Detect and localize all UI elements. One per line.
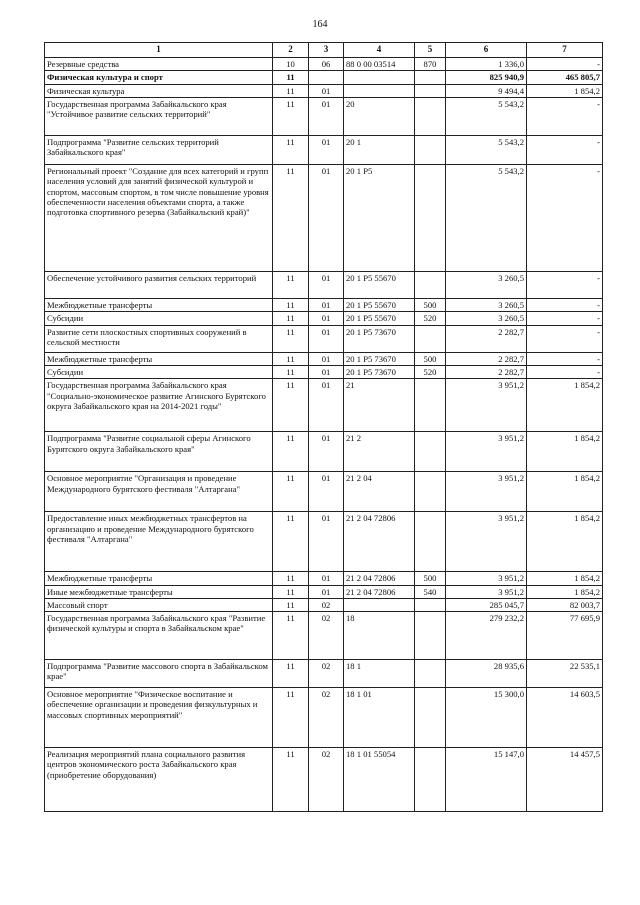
- row-name-cell: Государственная программа Забайкальского края "Развитие физической культуры и спорта в Забайкальском крае": [45, 612, 273, 660]
- amount-col6-cell: 5 543,2: [446, 164, 527, 271]
- page-number: 164: [312, 19, 328, 30]
- subsection-code-cell: 01: [309, 512, 344, 572]
- amount-col7-cell: 1 854,2: [527, 585, 603, 598]
- amount-col6-cell: 2 282,7: [446, 325, 527, 352]
- expense-type-cell: [415, 164, 446, 271]
- table-row: [45, 660, 603, 688]
- expense-type-cell: [415, 71, 446, 84]
- table-row: [45, 612, 603, 660]
- expense-type-cell: 520: [415, 365, 446, 378]
- table-row: [45, 379, 603, 432]
- expense-type-cell: [415, 84, 446, 97]
- amount-col6-cell: 3 951,2: [446, 432, 527, 472]
- amount-col6-cell: 15 300,0: [446, 688, 527, 748]
- section-code-cell: 11: [273, 325, 309, 352]
- expense-type-cell: [415, 432, 446, 472]
- target-article-cell: 20 1 P5 55670: [344, 298, 415, 311]
- target-article-cell: 21 2 04 72806: [344, 585, 415, 598]
- amount-col7-cell: -: [527, 312, 603, 325]
- amount-col7-cell: 1 854,2: [527, 432, 603, 472]
- subsection-code-cell: 01: [309, 379, 344, 432]
- table-body: [45, 58, 603, 812]
- amount-col7-cell: 82 003,7: [527, 598, 603, 611]
- section-code-cell: 11: [273, 748, 309, 812]
- section-code-cell: 11: [273, 97, 309, 135]
- amount-col7-cell: 22 535,1: [527, 660, 603, 688]
- amount-col7-cell: 465 805,7: [527, 71, 603, 84]
- target-article-cell: 18 1 01: [344, 688, 415, 748]
- amount-col6-cell: 15 147,0: [446, 748, 527, 812]
- row-name-cell: Развитие сети плоскостных спортивных сооружений в сельской местности: [45, 325, 273, 352]
- amount-col7-cell: 1 854,2: [527, 572, 603, 585]
- table-row: [45, 598, 603, 611]
- amount-col7-cell: -: [527, 135, 603, 164]
- target-article-cell: 20 1 P5: [344, 164, 415, 271]
- subsection-code-cell: 02: [309, 612, 344, 660]
- amount-col6-cell: 9 494,4: [446, 84, 527, 97]
- subsection-code-cell: 01: [309, 325, 344, 352]
- amount-col6-cell: 3 260,5: [446, 298, 527, 311]
- row-name-cell: Основное мероприятие "Физическое воспитание и обеспечение организации и проведения физкультурных и массовых спортивных мероприятий": [45, 688, 273, 748]
- row-name-cell: Межбюджетные трансферты: [45, 298, 273, 311]
- row-name-cell: Подпрограмма "Развитие социальной сферы Агинского Бурятского округа Забайкальского края": [45, 432, 273, 472]
- row-name-cell: Массовый спорт: [45, 598, 273, 611]
- expense-type-cell: [415, 97, 446, 135]
- subsection-code-cell: 01: [309, 432, 344, 472]
- section-code-cell: 11: [273, 352, 309, 365]
- row-name-cell: Реализация мероприятий плана социального развития центров экономического роста Забайкальского края (приобретение оборудования): [45, 748, 273, 812]
- amount-col7-cell: -: [527, 365, 603, 378]
- amount-col7-cell: -: [527, 58, 603, 71]
- table-row: [45, 71, 603, 84]
- table-row: [45, 325, 603, 352]
- target-article-cell: [344, 71, 415, 84]
- target-article-cell: 21 2 04: [344, 472, 415, 512]
- subsection-code-cell: 01: [309, 135, 344, 164]
- amount-col6-cell: 3 260,5: [446, 312, 527, 325]
- row-name-cell: Иные межбюджетные трансферты: [45, 585, 273, 598]
- table-row: [45, 164, 603, 271]
- target-article-cell: [344, 84, 415, 97]
- row-name-cell: Государственная программа Забайкальского края "Социально-экономическое развитие Агинского Бурятского округа Забайкальского края на 2014-2021 годы": [45, 379, 273, 432]
- subsection-code-cell: 02: [309, 688, 344, 748]
- subsection-code-cell: 01: [309, 298, 344, 311]
- row-name-cell: Предоставление иных межбюджетных трансфертов на организацию и проведение Международного бурятского фестиваля "Алтаргана": [45, 512, 273, 572]
- target-article-cell: 18 1: [344, 660, 415, 688]
- table-header: [45, 43, 603, 58]
- target-article-cell: 20 1 P5 73670: [344, 365, 415, 378]
- amount-col6-cell: 825 940,9: [446, 71, 527, 84]
- table-row: [45, 298, 603, 311]
- section-code-cell: 11: [273, 688, 309, 748]
- section-code-cell: 11: [273, 271, 309, 298]
- table-row: [45, 312, 603, 325]
- amount-col7-cell: -: [527, 271, 603, 298]
- target-article-cell: 20 1 P5 73670: [344, 325, 415, 352]
- amount-col6-cell: 285 045,7: [446, 598, 527, 611]
- expense-type-cell: [415, 271, 446, 298]
- section-code-cell: 11: [273, 585, 309, 598]
- table-row: [45, 472, 603, 512]
- amount-col7-cell: 1 854,2: [527, 84, 603, 97]
- amount-col6-cell: 2 282,7: [446, 365, 527, 378]
- table-row: [45, 572, 603, 585]
- row-name-cell: Обеспечение устойчивого развития сельских территорий: [45, 271, 273, 298]
- expense-type-cell: [415, 598, 446, 611]
- section-code-cell: 11: [273, 164, 309, 271]
- amount-col7-cell: -: [527, 97, 603, 135]
- amount-col7-cell: -: [527, 325, 603, 352]
- subsection-code-cell: 01: [309, 97, 344, 135]
- subsection-code-cell: 01: [309, 271, 344, 298]
- header-col-5: 5: [415, 43, 446, 58]
- table-row: [45, 585, 603, 598]
- header-row: [45, 43, 603, 58]
- subsection-code-cell: 01: [309, 352, 344, 365]
- table-row: [45, 135, 603, 164]
- row-name-cell: Субсидии: [45, 312, 273, 325]
- section-code-cell: 10: [273, 58, 309, 71]
- table-row: [45, 688, 603, 748]
- amount-col6-cell: 3 951,2: [446, 585, 527, 598]
- amount-col7-cell: 14 603,5: [527, 688, 603, 748]
- row-name-cell: Межбюджетные трансферты: [45, 572, 273, 585]
- target-article-cell: 20 1 P5 55670: [344, 312, 415, 325]
- target-article-cell: 20: [344, 97, 415, 135]
- expense-type-cell: [415, 325, 446, 352]
- amount-col7-cell: 1 854,2: [527, 512, 603, 572]
- header-col-1: 1: [45, 43, 273, 58]
- amount-col6-cell: 3 951,2: [446, 572, 527, 585]
- amount-col6-cell: 5 543,2: [446, 97, 527, 135]
- amount-col7-cell: 1 854,2: [527, 379, 603, 432]
- target-article-cell: 18: [344, 612, 415, 660]
- target-article-cell: 18 1 01 55054: [344, 748, 415, 812]
- subsection-code-cell: 01: [309, 472, 344, 512]
- header-col-7: 7: [527, 43, 603, 58]
- amount-col6-cell: 1 336,0: [446, 58, 527, 71]
- amount-col6-cell: 279 232,2: [446, 612, 527, 660]
- expense-type-cell: 540: [415, 585, 446, 598]
- amount-col7-cell: 1 854,2: [527, 472, 603, 512]
- section-code-cell: 11: [273, 472, 309, 512]
- row-name-cell: Подпрограмма "Развитие массового спорта в Забайкальском крае": [45, 660, 273, 688]
- row-name-cell: Подпрограмма "Развитие сельских территорий Забайкальского края": [45, 135, 273, 164]
- budget-table: [44, 42, 603, 812]
- section-code-cell: 11: [273, 71, 309, 84]
- amount-col7-cell: 77 695,9: [527, 612, 603, 660]
- section-code-cell: 11: [273, 432, 309, 472]
- expense-type-cell: 520: [415, 312, 446, 325]
- expense-type-cell: [415, 472, 446, 512]
- row-name-cell: Физическая культура и спорт: [45, 71, 273, 84]
- subsection-code-cell: 01: [309, 312, 344, 325]
- row-name-cell: Государственная программа Забайкальского края "Устойчивое развитие сельских территорий": [45, 97, 273, 135]
- table-row: [45, 512, 603, 572]
- amount-col7-cell: -: [527, 164, 603, 271]
- row-name-cell: Региональный проект "Создание для всех категорий и групп населения условий для занятий физической культурой и спортом, массовым спортом, в том числе повышение уровня обеспеченности населения объектами спорта, а также подготовка спортивного резерва (Забайкальский край)": [45, 164, 273, 271]
- row-name-cell: Физическая культура: [45, 84, 273, 97]
- expense-type-cell: 500: [415, 572, 446, 585]
- table-row: [45, 352, 603, 365]
- section-code-cell: 11: [273, 84, 309, 97]
- row-name-cell: Резервные средства: [45, 58, 273, 71]
- header-col-4: 4: [344, 43, 415, 58]
- row-name-cell: Межбюджетные трансферты: [45, 352, 273, 365]
- amount-col6-cell: 3 951,2: [446, 472, 527, 512]
- expense-type-cell: 870: [415, 58, 446, 71]
- header-col-2: 2: [273, 43, 309, 58]
- amount-col6-cell: 5 543,2: [446, 135, 527, 164]
- amount-col7-cell: -: [527, 352, 603, 365]
- target-article-cell: 21: [344, 379, 415, 432]
- subsection-code-cell: 01: [309, 164, 344, 271]
- section-code-cell: 11: [273, 660, 309, 688]
- subsection-code-cell: 01: [309, 84, 344, 97]
- target-article-cell: [344, 598, 415, 611]
- row-name-cell: Субсидии: [45, 365, 273, 378]
- amount-col6-cell: 3 951,2: [446, 512, 527, 572]
- target-article-cell: 20 1 P5 73670: [344, 352, 415, 365]
- row-name-cell: Основное мероприятие "Организация и проведение Международного бурятского фестиваля "Алтаргана": [45, 472, 273, 512]
- expense-type-cell: [415, 512, 446, 572]
- target-article-cell: 88 0 00 03514: [344, 58, 415, 71]
- section-code-cell: 11: [273, 512, 309, 572]
- subsection-code-cell: 06: [309, 58, 344, 71]
- target-article-cell: 21 2: [344, 432, 415, 472]
- table-row: [45, 365, 603, 378]
- expense-type-cell: [415, 135, 446, 164]
- table-row: [45, 748, 603, 812]
- amount-col6-cell: 3 260,5: [446, 271, 527, 298]
- amount-col6-cell: 28 935,6: [446, 660, 527, 688]
- subsection-code-cell: 02: [309, 598, 344, 611]
- table-row: [45, 271, 603, 298]
- section-code-cell: 11: [273, 572, 309, 585]
- section-code-cell: 11: [273, 312, 309, 325]
- amount-col6-cell: 2 282,7: [446, 352, 527, 365]
- expense-type-cell: 500: [415, 352, 446, 365]
- subsection-code-cell: 02: [309, 748, 344, 812]
- expense-type-cell: [415, 748, 446, 812]
- section-code-cell: 11: [273, 365, 309, 378]
- subsection-code-cell: 02: [309, 660, 344, 688]
- section-code-cell: 11: [273, 379, 309, 432]
- amount-col7-cell: -: [527, 298, 603, 311]
- expense-type-cell: 500: [415, 298, 446, 311]
- subsection-code-cell: 01: [309, 365, 344, 378]
- header-col-3: 3: [309, 43, 344, 58]
- table-row: [45, 432, 603, 472]
- header-col-6: 6: [446, 43, 527, 58]
- expense-type-cell: [415, 688, 446, 748]
- section-code-cell: 11: [273, 298, 309, 311]
- expense-type-cell: [415, 379, 446, 432]
- target-article-cell: 21 2 04 72806: [344, 512, 415, 572]
- section-code-cell: 11: [273, 598, 309, 611]
- section-code-cell: 11: [273, 612, 309, 660]
- subsection-code-cell: [309, 71, 344, 84]
- expense-type-cell: [415, 612, 446, 660]
- subsection-code-cell: 01: [309, 572, 344, 585]
- table-row: [45, 97, 603, 135]
- amount-col6-cell: 3 951,2: [446, 379, 527, 432]
- subsection-code-cell: 01: [309, 585, 344, 598]
- expense-type-cell: [415, 660, 446, 688]
- target-article-cell: 20 1: [344, 135, 415, 164]
- table-row: [45, 84, 603, 97]
- amount-col7-cell: 14 457,5: [527, 748, 603, 812]
- section-code-cell: 11: [273, 135, 309, 164]
- target-article-cell: 21 2 04 72806: [344, 572, 415, 585]
- target-article-cell: 20 1 P5 55670: [344, 271, 415, 298]
- table-row: [45, 58, 603, 71]
